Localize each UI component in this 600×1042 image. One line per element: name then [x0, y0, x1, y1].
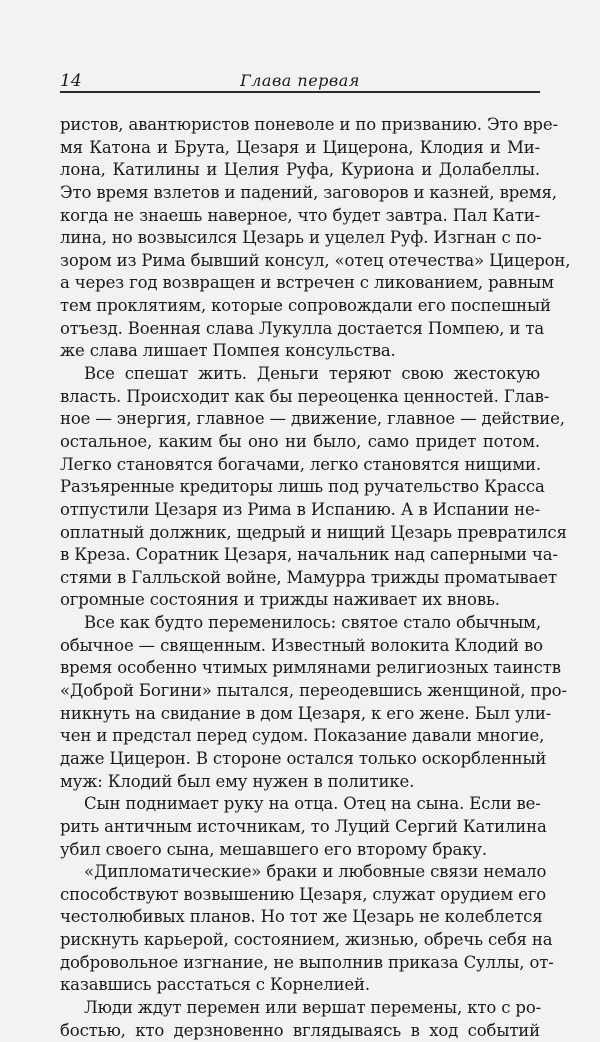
text-line: стями в Галльской войне, Мамурра трижды проматывает [60, 567, 557, 587]
text-line: лина, но возвысился Цезарь и уцелел Руф. Изгнан с по- [60, 228, 542, 248]
body-text [60, 114, 571, 1042]
text-line: когда не знаешь наверное, что будет завтра. Пал Кати- [60, 205, 540, 225]
text-line: рискнуть карьерой, состоянием, жизнью, обречь себя на [60, 930, 553, 950]
text-line: «Дипломатические» браки и любовные связи немало [84, 862, 547, 882]
text-line: в Креза. Соратник Цезаря, начальник над саперными ча- [60, 545, 558, 565]
text-line: обычное — священным. Известный волокита Клодий во [60, 635, 543, 655]
text-line: огромные состояния и трижды наживает их вновь. [60, 590, 500, 610]
text-line: а через год возвращен и встречен с ликованием, равным [60, 273, 554, 293]
text-line: время особенно чтимых римлянами религиозных таинств [60, 658, 561, 678]
text-line: лона, Катилины и Целия Руфа, Куриона и Долабеллы. [60, 160, 540, 180]
text-line: власть. Происходит как бы переоценка ценностей. Глав- [60, 386, 550, 406]
text-line: муж: Клодий был ему нужен в политике. [60, 771, 415, 791]
text-line: отпустили Цезаря из Рима в Испанию. А в Испании не- [60, 499, 540, 519]
text-line: добровольное изгнание, не выполнив приказа Суллы, от- [60, 952, 554, 972]
text-line: даже Цицерон. В стороне остался только оскорбленный [60, 748, 547, 768]
text-line: честолюбивых планов. Но тот же Цезарь не колеблется [60, 907, 543, 927]
text-line: ное — энергия, главное — движение, главное — действие, [60, 409, 565, 429]
text-line: ристов, авантюристов поневоле и по призванию. Это вре- [60, 115, 558, 134]
text-line: рить античным источникам, то Луций Сергий Катилина [60, 816, 547, 836]
text-line: тем проклятиям, которые сопровождали его поспешный [60, 296, 551, 316]
running-title: Глава первая [240, 71, 360, 90]
text-line: Все как будто переменилось: святое стало обычным, [84, 613, 541, 633]
page-header [60, 70, 540, 92]
text-line: же слава лишает Помпея консульства. [60, 341, 396, 361]
text-line: Легко становятся богачами, легко становятся нищими. [60, 454, 541, 474]
text-line: Все спешат жить. Деньги теряют свою жестокую [84, 364, 540, 384]
text-line: мя Катона и Брута, Цезаря и Цицерона, Клодия и Ми- [60, 137, 540, 157]
header-rule [60, 91, 540, 93]
text-line: Разъяренные кредиторы лишь под ручательство Красса [60, 477, 545, 497]
text-line: «Доброй Богини» пытался, переодевшись женщиной, про- [60, 681, 567, 701]
text-line: зором из Рима бывший консул, «отец отечества» Цицерон, [60, 250, 571, 270]
text-line: Люди ждут перемен или вершат перемены, кто с ро- [84, 997, 542, 1017]
text-line: остальное, каким бы оно ни было, само придет потом. [60, 431, 540, 451]
text-line: отъезд. Военная слава Лукулла достается Помпею, и та [60, 318, 545, 338]
text-line: бостью, кто дерзновенно вглядываясь в ход событий [60, 1020, 540, 1040]
text-line: чен и предстал перед судом. Показание давали многие, [60, 726, 545, 746]
text-line: никнуть на свидание в дом Цезаря, к его жене. Был ули- [60, 703, 552, 723]
page-number: 14 [60, 71, 82, 91]
text-line: оплатный должник, щедрый и нищий Цезарь превратился [60, 522, 567, 542]
text-line: способствуют возвышению Цезаря, служат орудием его [60, 884, 547, 904]
text-line: казавшись расстаться с Корнелией. [60, 975, 370, 995]
text-line: Это время взлетов и падений, заговоров и казней, время, [60, 182, 557, 202]
text-line: убил своего сына, мешавшего его второму браку. [60, 839, 488, 859]
text-line: Сын поднимает руку на отца. Отец на сына. Если ве- [84, 794, 541, 814]
